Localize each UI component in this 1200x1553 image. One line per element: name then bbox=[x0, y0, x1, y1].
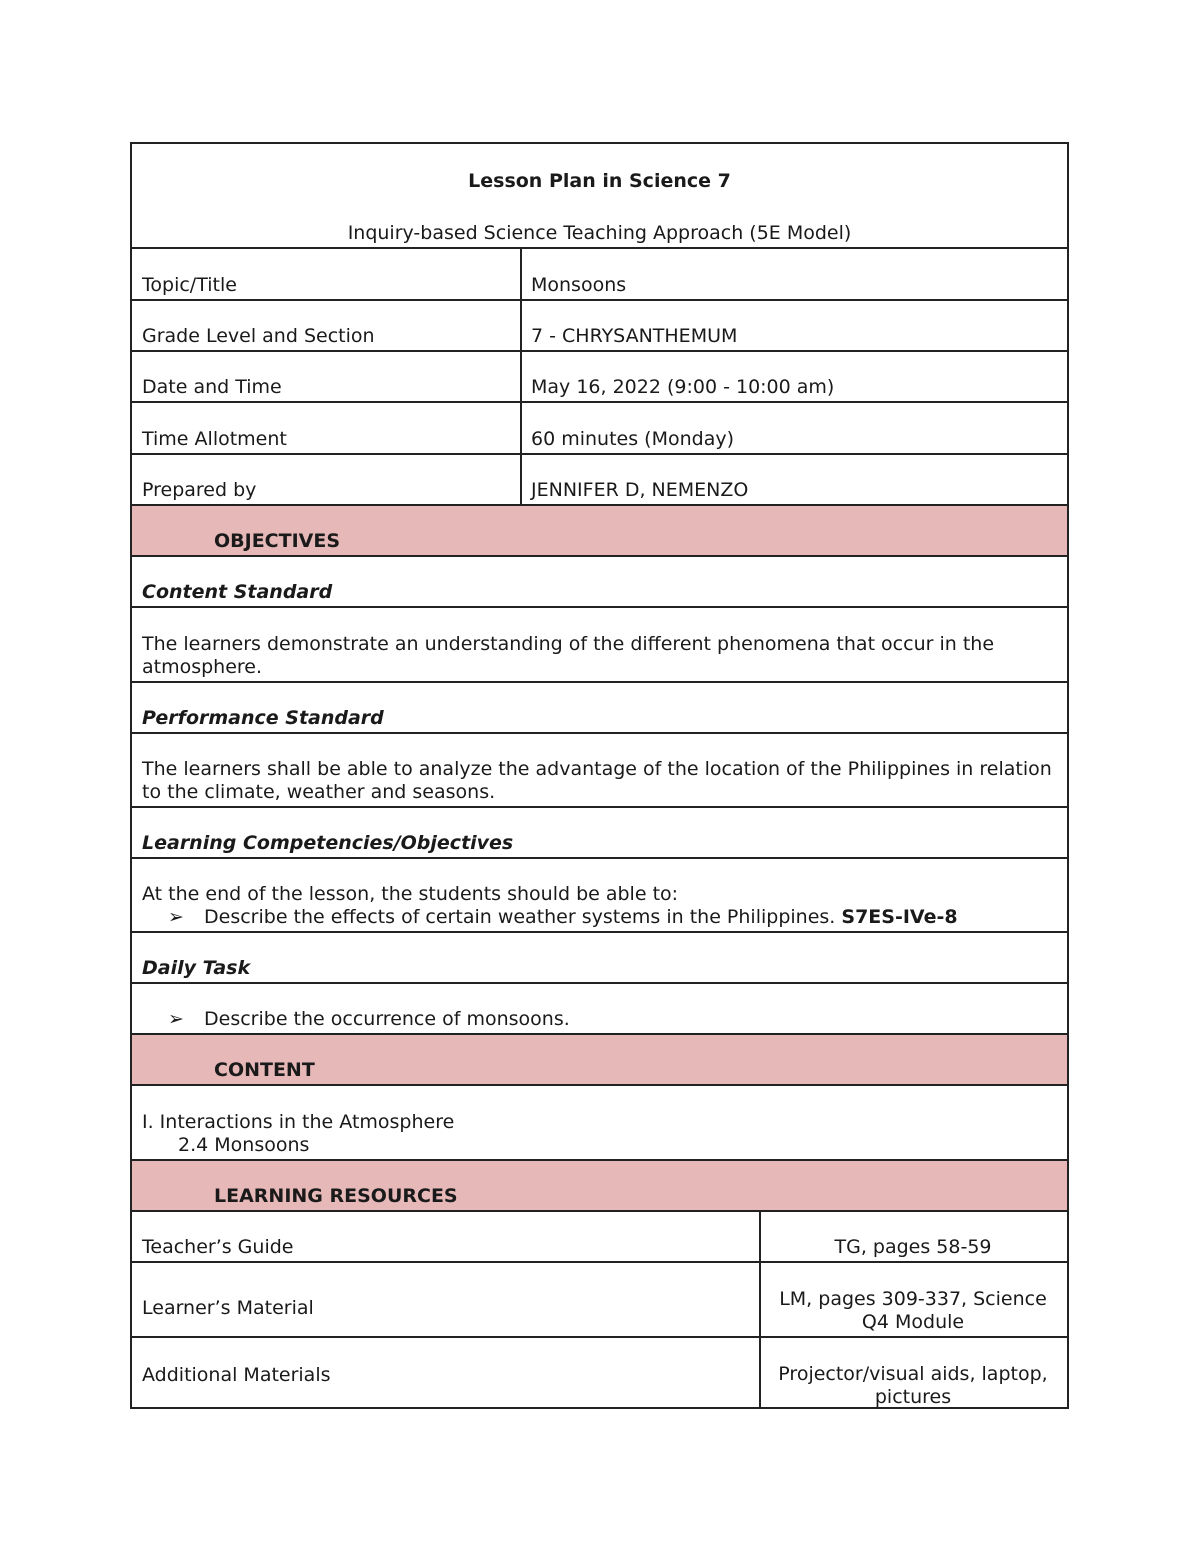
column-divider bbox=[520, 249, 522, 299]
daily-task-label-row bbox=[132, 933, 1067, 984]
competencies-intro: At the end of the lesson, the students should be able to: bbox=[142, 883, 679, 905]
content-line-2: 2.4 Monsoons bbox=[178, 1134, 310, 1156]
page-subtitle: Inquiry-based Science Teaching Approach (5E Model) bbox=[347, 222, 852, 244]
resource-value-line-1: Projector/visual aids, laptop, bbox=[778, 1363, 1048, 1385]
content-standard-text: The learners demonstrate an understanding of the different phenomena that occur in the atmosphere. bbox=[142, 633, 995, 678]
content-line-1: I. Interactions in the Atmosphere bbox=[142, 1111, 455, 1133]
column-divider bbox=[520, 403, 522, 453]
resource-label: Teacher’s Guide bbox=[142, 1236, 294, 1258]
info-label: Prepared by bbox=[142, 479, 257, 501]
competencies-bullet-item bbox=[142, 906, 1057, 929]
column-divider bbox=[759, 1212, 761, 1261]
lesson-plan-table bbox=[130, 142, 1069, 1409]
info-value: 60 minutes (Monday) bbox=[531, 428, 734, 450]
content-text bbox=[142, 1111, 1057, 1157]
resources-heading-row bbox=[132, 1161, 1067, 1212]
daily-task-text: Describe the occurrence of monsoons. bbox=[204, 1008, 570, 1030]
info-value: JENNIFER D, NEMENZO bbox=[531, 479, 749, 501]
content-standard-text-row bbox=[132, 608, 1067, 683]
arrow-bullet-icon: ➢ bbox=[168, 1008, 184, 1030]
resource-value-line-2: pictures bbox=[874, 1386, 952, 1408]
resource-value: TG, pages 58-59 bbox=[834, 1236, 992, 1258]
resource-value bbox=[761, 1288, 1065, 1334]
performance-standard-label: Performance Standard bbox=[142, 707, 384, 729]
content-standard-label-row bbox=[132, 557, 1067, 608]
info-value: 7 - CHRYSANTHEMUM bbox=[531, 325, 738, 347]
info-row bbox=[132, 455, 1067, 506]
content-standard-label: Content Standard bbox=[142, 581, 333, 603]
info-label: Grade Level and Section bbox=[142, 325, 375, 347]
column-divider bbox=[520, 352, 522, 401]
info-row bbox=[132, 249, 1067, 301]
page-title: Lesson Plan in Science 7 bbox=[468, 170, 731, 192]
daily-task-bullet-item bbox=[142, 1008, 1057, 1031]
resource-value-line-1: LM, pages 309-337, Science bbox=[779, 1288, 1047, 1310]
performance-standard-text: The learners shall be able to analyze the advantage of the location of the Philippines in relation to the climate, weather and seasons. bbox=[142, 758, 1052, 803]
title-row bbox=[132, 144, 1067, 249]
info-row bbox=[132, 403, 1067, 455]
performance-standard-label-row bbox=[132, 683, 1067, 734]
resource-value-cell bbox=[759, 1212, 1067, 1261]
resource-label: Additional Materials bbox=[142, 1364, 331, 1386]
content-heading-row bbox=[132, 1035, 1067, 1086]
resource-value-line-2: Q4 Module bbox=[861, 1311, 965, 1333]
daily-task-text-row bbox=[132, 984, 1067, 1035]
daily-task-label: Daily Task bbox=[142, 957, 251, 979]
info-row bbox=[132, 352, 1067, 403]
performance-standard-text-row bbox=[132, 734, 1067, 808]
competencies-label-row bbox=[132, 808, 1067, 859]
content-heading: CONTENT bbox=[214, 1059, 315, 1081]
arrow-bullet-icon: ➢ bbox=[168, 906, 184, 928]
info-label: Topic/Title bbox=[142, 274, 237, 296]
resource-value-cell bbox=[759, 1263, 1067, 1336]
resource-value-cell bbox=[759, 1338, 1067, 1409]
competency-code: S7ES-IVe-8 bbox=[841, 906, 958, 928]
info-value: May 16, 2022 (9:00 - 10:00 am) bbox=[531, 376, 835, 398]
column-divider bbox=[520, 301, 522, 350]
competencies-text-row bbox=[132, 859, 1067, 933]
info-label: Time Allotment bbox=[142, 428, 287, 450]
column-divider bbox=[759, 1263, 761, 1336]
resource-label: Learner’s Material bbox=[142, 1297, 314, 1319]
column-divider bbox=[759, 1338, 761, 1409]
resource-row bbox=[132, 1212, 1067, 1263]
resource-row bbox=[132, 1338, 1067, 1409]
info-label: Date and Time bbox=[142, 376, 282, 398]
info-row bbox=[132, 301, 1067, 352]
column-divider bbox=[520, 455, 522, 504]
resource-value bbox=[761, 1363, 1065, 1409]
resources-heading: LEARNING RESOURCES bbox=[214, 1185, 458, 1207]
content-text-row bbox=[132, 1086, 1067, 1161]
resource-row bbox=[132, 1263, 1067, 1338]
objectives-heading: OBJECTIVES bbox=[214, 530, 341, 552]
competencies-label: Learning Competencies/Objectives bbox=[142, 832, 514, 854]
info-value: Monsoons bbox=[531, 274, 627, 296]
competencies-text bbox=[142, 883, 1057, 929]
objectives-heading-row bbox=[132, 506, 1067, 557]
competencies-bullet-text: Describe the effects of certain weather systems in the Philippines. bbox=[204, 906, 836, 928]
